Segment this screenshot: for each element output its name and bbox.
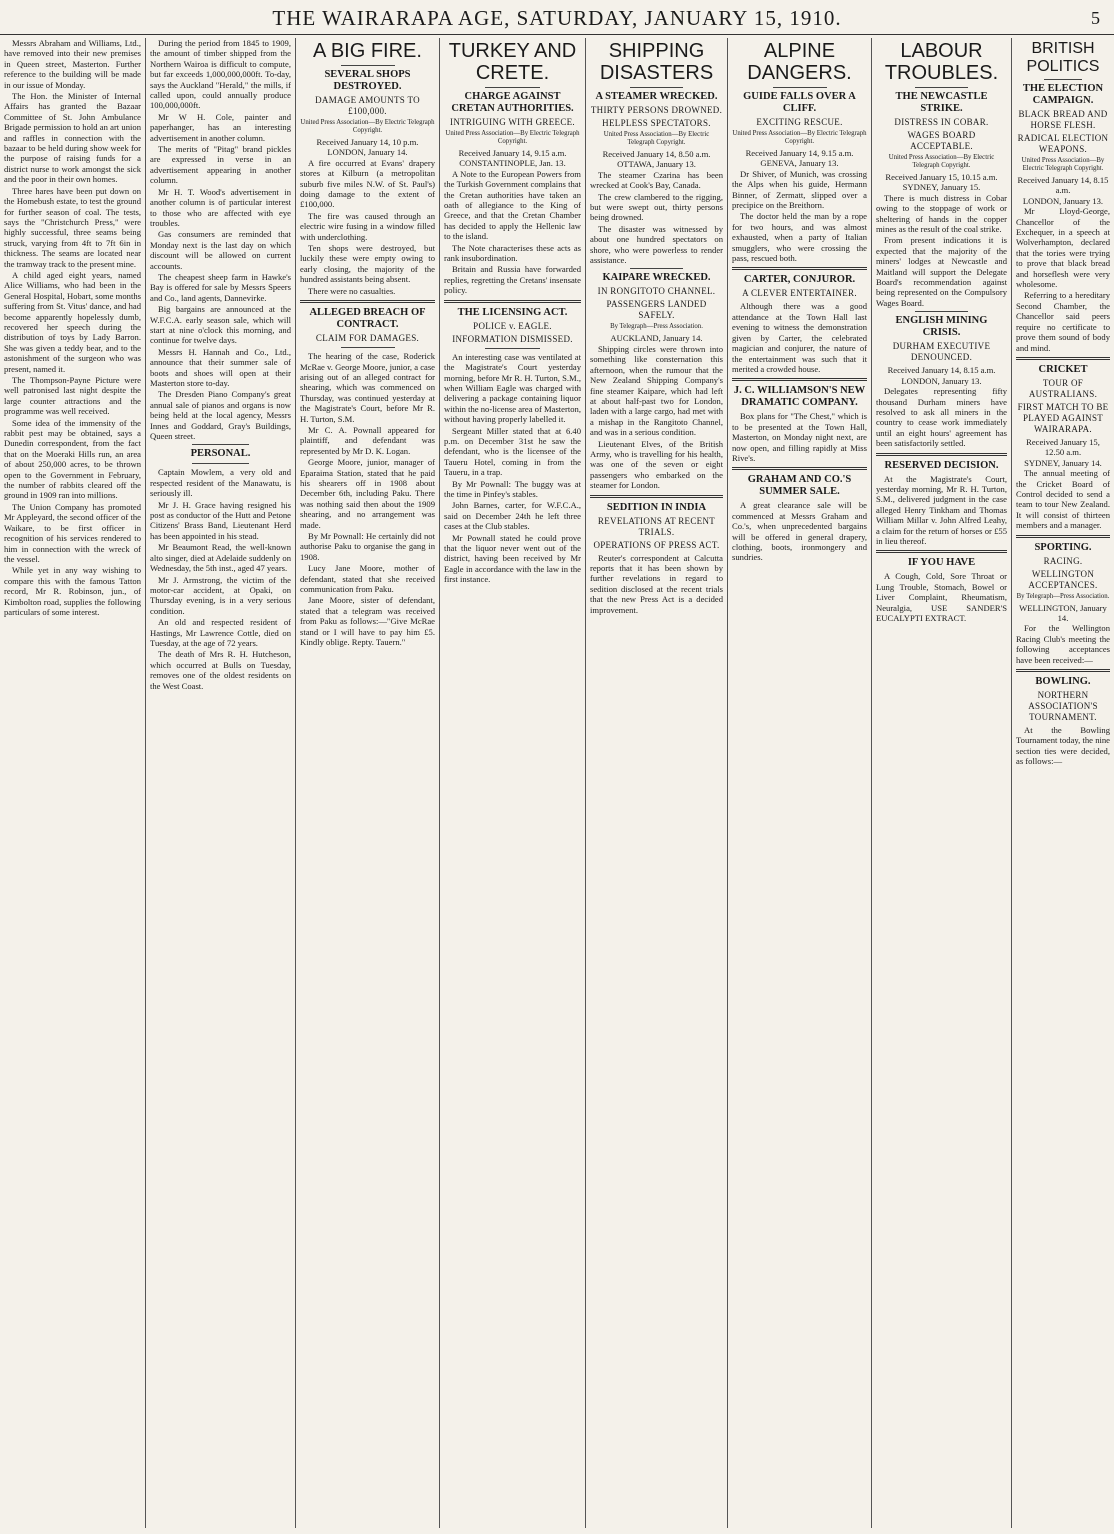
divider	[485, 348, 540, 349]
news-paragraph: The Hon. the Minister of Internal Affairs has granted the Bazaar Committee of St. John Ambulance Brigade permission to hold an art union and raffles in connection with the bazaar to be held during show week for the purpose of raising funds for a district nurse to work amongst the sick and the poor in their own homes.	[4, 91, 141, 185]
news-paragraph: Box plans for "The Chest," which is to be presented at the Town Hall, Masterton, on Monday night next, are now open, and filling rapidly at Miss Rive's.	[732, 411, 867, 463]
wire-credit: United Press Association—By Electric Telegraph Copyright.	[445, 130, 580, 145]
subheading: BOWLING.	[1035, 676, 1091, 687]
subheading: KAIPARE WRECKED.	[602, 272, 711, 284]
received-line: Received January 15, 10.15 a.m.	[885, 172, 998, 182]
news-paragraph: A fire occurred at Evans' drapery stores at Kilburn (a metropolitan suburb five miles N.W. of St. Paul's) doing damage to the extent of £100,000.	[300, 157, 435, 210]
divider	[300, 300, 435, 303]
divider	[485, 87, 540, 88]
wire-credit: United Press Association—By Electric Telegraph Copyright.	[300, 119, 435, 134]
news-paragraph: Mr W H. Cole, painter and paperhanger, has an interesting advertisement in another column.	[150, 111, 291, 143]
divider	[876, 453, 1007, 456]
news-paragraph: Some idea of the immensity of the rabbit pest may be obtained, says a Dunedin correspondent, from the fact that on the Moeraki Hills run, an area of about 250,000 acres, to be thrown open to the Government in February, the number of rabbits cleared off the ground in 1909 ran into millions.	[4, 417, 141, 501]
subheading: INTRIGUING WITH GREECE.	[450, 117, 575, 127]
masthead	[0, 0, 1114, 35]
news-paragraph: The death of Mrs R. H. Hutcheson, which occurred at Bulls on Tuesday, removes one of the oldest residents on the West Coast.	[150, 649, 291, 691]
subheading: OPERATIONS OF PRESS ACT.	[593, 539, 720, 550]
news-paragraph: Although there was a good attendance at the Town Hall last evening to witness the demonstration given by Carter, the celebrated magician and conjurer, the nature of the entertainment was such that it merited a crowded house.	[732, 301, 867, 374]
column-3	[296, 38, 440, 1528]
received-line: Received January 14, 8.15 a.m.	[1017, 175, 1109, 196]
subheading: WAGES BOARD ACCEPTABLE.	[907, 130, 976, 151]
news-paragraph: By Mr Pownall: He certainly did not authorise Paku to organise the gang in 1908.	[300, 531, 435, 562]
news-paragraph: The disaster was witnessed by about one hundred spectators on shore, who were powerless to render assistance.	[590, 223, 723, 266]
received-line: Received January 14, 8.15 a.m.	[887, 365, 996, 376]
news-paragraph: The Dresden Piano Company's great annual sale of pianos and organs is now being held at the local agency, Messrs Innes and Goddard, Gray's Buildings, Queen street.	[150, 389, 291, 442]
divider	[915, 87, 967, 88]
news-paragraph: There is much distress in Cobar owing to the stoppage of work or sheltering of hands in the copper mines as the result of the coal strike.	[876, 192, 1007, 235]
news-paragraph: Delegates representing fifty thousand Durham miners have resolved to ask all miners in the country to cease work immediately until an eight hours' agreement has been satisfactorily settled.	[876, 386, 1007, 449]
news-paragraph: A Note to the European Powers from the Turkish Government complains that the Cretan authorities have taken an oath of allegiance to the King of Greece, and that the Cretan Chamber has decided to apply the Hellenic law to the island.	[444, 168, 581, 242]
news-paragraph: At the Bowling Tournament today, the nine section ties were decided, as follows:—	[1016, 725, 1110, 767]
dateline: LONDON, January 13.	[901, 375, 982, 386]
divider	[630, 87, 683, 88]
divider	[341, 65, 395, 66]
news-paragraph: At the Magistrate's Court, yesterday morning, Mr R. H. Turton, S.M., delivered judgment in the case alleged Henry Tinkham and Thomas William Millar v. John Alfred Leahy, a claim for the return of horses or £55 in lieu thereof.	[876, 473, 1007, 546]
dateline: AUCKLAND, January 14.	[610, 333, 703, 344]
subheading: IF YOU HAVE	[907, 557, 976, 569]
divider	[1016, 357, 1110, 360]
divider	[732, 467, 867, 470]
headline: SHIPPING DISASTERS	[599, 40, 714, 84]
subheading: WELLINGTON ACCEPTANCES.	[1028, 568, 1098, 590]
subheading: DURHAM EXECUTIVE DENOUNCED.	[892, 341, 991, 363]
news-paragraph: Jane Moore, sister of defendant, stated that a telegram was received from Paku as follows:—"Give McRae stand or I will have to pay him £5. Kindly oblige. Repty. Tauern."	[300, 595, 435, 648]
divider	[192, 444, 248, 445]
subheading: GRAHAM AND CO.'S SUMMER SALE.	[747, 474, 852, 498]
news-paragraph: For the Wellington Racing Club's meeting the following acceptances have been received:—	[1016, 623, 1110, 665]
headline: TURKEY AND CRETE.	[448, 40, 577, 84]
wire-credit: United Press Association—By Electric Telegraph Copyright.	[603, 131, 710, 146]
news-paragraph: Gas consumers are reminded that Monday next is the last day on which discount will be allowed on current accounts.	[150, 229, 291, 271]
news-paragraph: Sergeant Miller stated that at 6.40 p.m. on December 31st he saw the defendant, who is the licensee of the Taueru Hotel, coming in from the Taueru, in a trap.	[444, 425, 581, 478]
news-paragraph: The merits of "Pitag" brand pickles are expressed in verse in an advertisement appearing in another column.	[150, 144, 291, 186]
subheading: CRICKET	[1038, 363, 1088, 375]
subheading: GUIDE FALLS OVER A CLIFF.	[743, 91, 856, 114]
news-paragraph: George Moore, junior, manager of Eparaima Station, stated that he paid his shearers off in 1908 about December 6th, including Paku. There was nothing said then about the 1909 shearing, and no arrangement was made.	[300, 457, 435, 530]
column-2	[146, 38, 296, 1528]
news-paragraph: Messrs H. Hannah and Co., Ltd., announce that their summer sale of boots and shoes will open at their Masterton store to-day.	[150, 346, 291, 388]
subheading: CHARGE AGAINST CRETAN AUTHORITIES.	[451, 91, 574, 114]
divider	[732, 267, 867, 270]
news-paragraph: Mr Beaumont Read, the well-known alto singer, died at Adelaide suddenly on Wednesday, the 5th inst., aged 47 years.	[150, 542, 291, 574]
divider	[444, 300, 581, 303]
subheading: SEVERAL SHOPS DESTROYED.	[324, 69, 411, 92]
received-line: Received January 14, 8.50 a.m.	[602, 149, 711, 159]
wire-credit: United Press Association—By Electric Telegraph Copyright.	[888, 154, 995, 169]
news-paragraph: Mr Lloyd-George, Chancellor of the Exchequer, in a speech at Wolverhampton, declared that the tories were trying to prove that black bread and horseflesh were very wholesome.	[1016, 206, 1110, 290]
news-paragraph: The Note characterises these acts as rank insubordination.	[444, 242, 581, 264]
news-paragraph: The doctor held the man by a rope for two hours, and was almost exhausted, when a party of Italian smugglers, who were crossing the pass, rescued both.	[732, 211, 867, 264]
news-paragraph: The annual meeting of the Cricket Board of Control decided to send a team to tour New Zealand. It will consist of thirteen members and a manager.	[1016, 468, 1110, 531]
news-paragraph: Lieutenant Elves, of the British Army, who is travelling for his health, was one of the seven or eight passengers who embarked on the steamer for London.	[590, 438, 723, 491]
subheading: ENGLISH MINING CRISIS.	[895, 315, 988, 339]
wire-credit: By Telegraph—Press Association.	[610, 323, 703, 331]
subheading: THIRTY PERSONS DROWNED.	[590, 105, 723, 115]
news-paragraph: Three hares have been put down on the Homebush estate, to test the ground for further season of coal. The tests, says the "Christchurch Press," were highly successful, three seams being struck, varying from 4ft to 7ft 6in in thickness. The seams are located near the tramway track to the present mine.	[4, 185, 141, 269]
dateline: LONDON, January 13.	[1022, 195, 1104, 206]
news-paragraph: An old and respected resident of Hastings, Mr Lawrence Cottle, died on Tuesday, at the age of 72 years.	[150, 617, 291, 648]
column-4	[440, 38, 586, 1528]
dateline: GENEVA, January 13.	[760, 158, 839, 169]
column-5	[586, 38, 728, 1528]
subheading: FIRST MATCH TO BE PLAYED AGAINST WAIRARAPA.	[1017, 401, 1109, 434]
subheading: SEDITION IN INDIA	[606, 501, 707, 513]
news-paragraph: The cheapest sheep farm in Hawke's Bay is offered for sale by Messrs Speers and Co., land agents, Dannevirke.	[150, 271, 291, 303]
headline: LABOUR TROUBLES.	[884, 40, 999, 84]
subheading: A CLEVER ENTERTAINER.	[742, 288, 857, 299]
subheading: ALLEGED BREACH OF CONTRACT.	[309, 307, 426, 331]
headline: A BIG FIRE.	[313, 40, 422, 62]
news-paragraph: By Mr Pownall: The buggy was at the time in Pinfey's stables.	[444, 478, 581, 499]
news-paragraph: A child aged eight years, named Alice Williams, who had been in the General Hospital, Hobart, some months suffering from St. Vitus' dance, and had become apparently hopelessly dumb, recovered her speech during the distribution of toys by Lady Barron. She was given a teddy bear, and to the astonishment of the surgeon who was present, named it.	[4, 269, 141, 374]
wire-credit: United Press Association—By Electric Telegraph Copyright.	[732, 130, 867, 145]
subheading: THE LICENSING ACT.	[457, 306, 568, 318]
divider	[1016, 669, 1110, 672]
headline: BRITISH POLITICS	[1026, 40, 1100, 75]
subheading: TOUR OF AUSTRALIANS.	[1028, 377, 1098, 399]
subheading: RADICAL ELECTION WEAPONS.	[1017, 133, 1109, 154]
subheading: THE NEWCASTLE STRIKE.	[895, 91, 988, 114]
news-paragraph: A great clearance sale will be commenced at Messrs Graham and Co.'s, when unprecedented bargains will be offered in general drapery, clothing, boots, ironmongery and sundries.	[732, 500, 867, 563]
column-8	[1012, 38, 1114, 1528]
news-paragraph: The hearing of the case, Roderick McRae v. George Moore, junior, a case arising out of an alleged contract for shearing, which was commenced on Thursday, was continued yesterday at the Magistrate's Court, before Mr R. H. Turton, S.M.	[300, 351, 435, 424]
divider	[876, 550, 1007, 553]
received-line: Received January 14, 9.15 a.m.	[458, 148, 567, 158]
wire-credit: By Telegraph—Press Association.	[1016, 592, 1110, 600]
divider	[590, 495, 723, 498]
subheading: THE ELECTION CAMPAIGN.	[1022, 83, 1104, 106]
divider	[732, 378, 867, 381]
news-paragraph: Lucy Jane Moore, mother of defendant, stated that she received communication from Paku.	[300, 563, 435, 595]
dateline: WELLINGTON, January 14.	[1019, 602, 1107, 623]
news-paragraph: Reuter's correspondent at Calcutta reports that it has been shown by further revelations in regard to sedition disclosed at the recent trials that the new Press Act is a decided improvement.	[590, 552, 723, 615]
subheading: CARTER, CONJUROR.	[743, 274, 856, 286]
news-paragraph: The crew clambered to the rigging, but were swept out, thirty persons being drowned.	[590, 191, 723, 223]
subheading: EXCITING RESCUE.	[756, 117, 843, 127]
news-paragraph: There were no casualties.	[308, 285, 396, 296]
news-paragraph: Mr C. A. Pownall appeared for plaintiff, and defendant was represented by Mr D. K. Logan.	[300, 424, 435, 456]
subheading: HELPLESS SPECTATORS.	[602, 118, 711, 128]
news-paragraph: An interesting case was ventilated at the Magistrate's Court yesterday morning, before Mr R. H. Turton, S.M., when William Eagle was charged with delivering a package containing liquor within the no-license area of Masterton, without having properly labelled it.	[444, 351, 581, 425]
divider	[192, 463, 248, 464]
subheading: SPORTING.	[1034, 541, 1092, 553]
received-line: Received January 14, 10 p.m.	[316, 137, 419, 147]
news-paragraph: Mr H. T. Wood's advertisement in another column is of particular interest to those who are affected with eye troubles.	[150, 186, 291, 228]
divider	[915, 311, 967, 312]
news-paragraph: During the period from 1845 to 1909, the amount of timber shipped from the Northern Wairoa is difficult to compute, but far exceeds 1,000,000,000ft. To-day, says the Auckland "Herald," the mills, if called upon, could annually produce 100,000,000ft.	[150, 38, 291, 111]
divider	[1016, 535, 1110, 538]
divider	[773, 87, 827, 88]
dateline: OTTAWA, January 13.	[617, 159, 696, 170]
dateline: SYDNEY, January 14.	[1024, 457, 1102, 468]
dateline: SYDNEY, January 15.	[902, 182, 981, 193]
dateline: CONSTANTINOPLE, Jan. 13.	[459, 158, 566, 169]
news-paragraph: Ten shops were destroyed, but luckily these were empty owing to early closing, the majority of the hundred assistants being absent.	[300, 243, 435, 285]
news-paragraph: The Union Company has promoted Mr Appleyard, the second officer of the Waikare, to be first officer in recognition of his services rendered to him in connection with the wreck of the vessel.	[4, 501, 141, 564]
newspaper-title: THE WAIRARAPA AGE, SATURDAY, JANUARY 15, 1910.	[272, 6, 842, 30]
subheading: DISTRESS IN COBAR.	[894, 117, 989, 127]
subheading: IN RONGITOTO CHANNEL.	[597, 286, 716, 297]
news-paragraph: Shipping circles were thrown into something like consternation this afternoon, when the rumour that the New Zealand Shipping Company's fine steamer Kaipare, which had left at about half-past two for London, laden with a large cargo, had met with a mishap in the Rangitoto Channel, and was in a serious condition.	[590, 343, 723, 438]
news-paragraph: Britain and Russia have forwarded replies, regretting the Cretans' insensate policy.	[444, 264, 581, 296]
column-7	[872, 38, 1012, 1528]
news-paragraph: The steamer Czarina has been wrecked at Cook's Bay, Canada.	[590, 169, 723, 191]
section-heading-personal: PERSONAL.	[190, 448, 251, 460]
received-line: Received January 14, 9.15 a.m.	[745, 148, 854, 158]
page-number: 5	[1091, 8, 1100, 28]
headline: ALPINE DANGERS.	[747, 40, 852, 84]
subheading: DAMAGE AMOUNTS TO £100,000.	[315, 95, 420, 116]
subheading: PASSENGERS LANDED SAFELY.	[606, 299, 707, 321]
wire-credit: United Press Association—By Electric Telegraph Copyright.	[1021, 157, 1105, 172]
news-paragraph: John Barnes, carter, for W.F.C.A., said on December 24th he left three cases at the Club stables.	[444, 500, 581, 532]
news-paragraph: Captain Mowlem, a very old and respected resident of the Manawatu, is seriously ill.	[150, 467, 291, 499]
news-paragraph: Messrs Abraham and Williams, Ltd., have removed into their new premises in Queen street, Masterton. Further reference to the building will be made in our issue of Monday.	[4, 38, 141, 90]
news-paragraph: The Thompson-Payne Picture were well patronised last night despite the large counter attractions and the programme was well received.	[4, 375, 141, 417]
subheading: BLACK BREAD AND HORSE FLESH.	[1018, 109, 1108, 130]
subheading: NORTHERN ASSOCIATION'S TOURNAMENT.	[1028, 690, 1098, 722]
news-paragraph: Referring to a hereditary Second Chamber, the Chancellor said peers require no certificate to prove them sound of body and mind.	[1016, 290, 1110, 353]
column-6	[728, 38, 872, 1528]
subheading: REVELATIONS AT RECENT TRIALS.	[597, 515, 716, 537]
news-paragraph: A Cough, Cold, Sore Throat or Lung Trouble, Stomach, Bowel or Liver Complaint, Rheumatism, Neuralgia, USE SANDER'S EUCALYPTI EXTRACT.	[876, 571, 1007, 623]
dateline: LONDON, January 14.	[327, 147, 408, 158]
divider	[1044, 79, 1082, 80]
subheading: POLICE v. EAGLE.	[473, 320, 552, 331]
subheading: A STEAMER WRECKED.	[595, 91, 718, 102]
news-paragraph: Mr J. H. Grace having resigned his post as conductor of the Hutt and Petone Citizens' Brass Band, Lieutenant Herd has been appointed in his stead.	[150, 499, 291, 541]
news-paragraph: The fire was caused through an electric wire fusing in a window filled with underclothing.	[300, 210, 435, 242]
news-paragraph: From present indications it is expected that the majority of the miners' lodges at Newcastle and Maitland will support the Delegate Board's recommendation against being represented on the Compulsory Wages Board.	[876, 235, 1007, 308]
divider	[341, 347, 395, 348]
column-1	[0, 38, 146, 1528]
news-paragraph: Mr J. Armstrong, the victim of the motor-car accident, at Opaki, on Thursday evening, is in a very serious condition.	[150, 574, 291, 616]
subheading: J. C. WILLIAMSON'S NEW DRAMATIC COMPANY.	[733, 385, 866, 409]
news-paragraph: Big bargains are announced at the W.F.C.A. early season sale, which will start at nine o'clock this morning, and continue for twelve days.	[150, 304, 291, 346]
subheading: RACING.	[1043, 555, 1083, 566]
subheading: RESERVED DECISION.	[884, 459, 999, 471]
divider	[630, 268, 683, 269]
news-paragraph: While yet in any way wishing to compare this with the famous Tatton record, Mr R. Robinson, jun., of Kimbolton road, supplies the following particulars of some interest.	[4, 565, 141, 617]
news-paragraph: Dr Shiver, of Munich, was crossing the Alps when his guide, Hermann Binner, of Zermatt, slipped over a precipice on the Breithorn.	[732, 168, 867, 211]
received-line: Received January 15, 12.50 a.m.	[1026, 436, 1100, 458]
news-paragraph: Mr Pownall stated he could prove that the liquor never went out of the district, having been received by Mr Eagle in accordance with the law in the first instance.	[444, 532, 581, 585]
subheading: CLAIM FOR DAMAGES.	[315, 333, 420, 344]
subheading: INFORMATION DISMISSED.	[452, 333, 573, 344]
